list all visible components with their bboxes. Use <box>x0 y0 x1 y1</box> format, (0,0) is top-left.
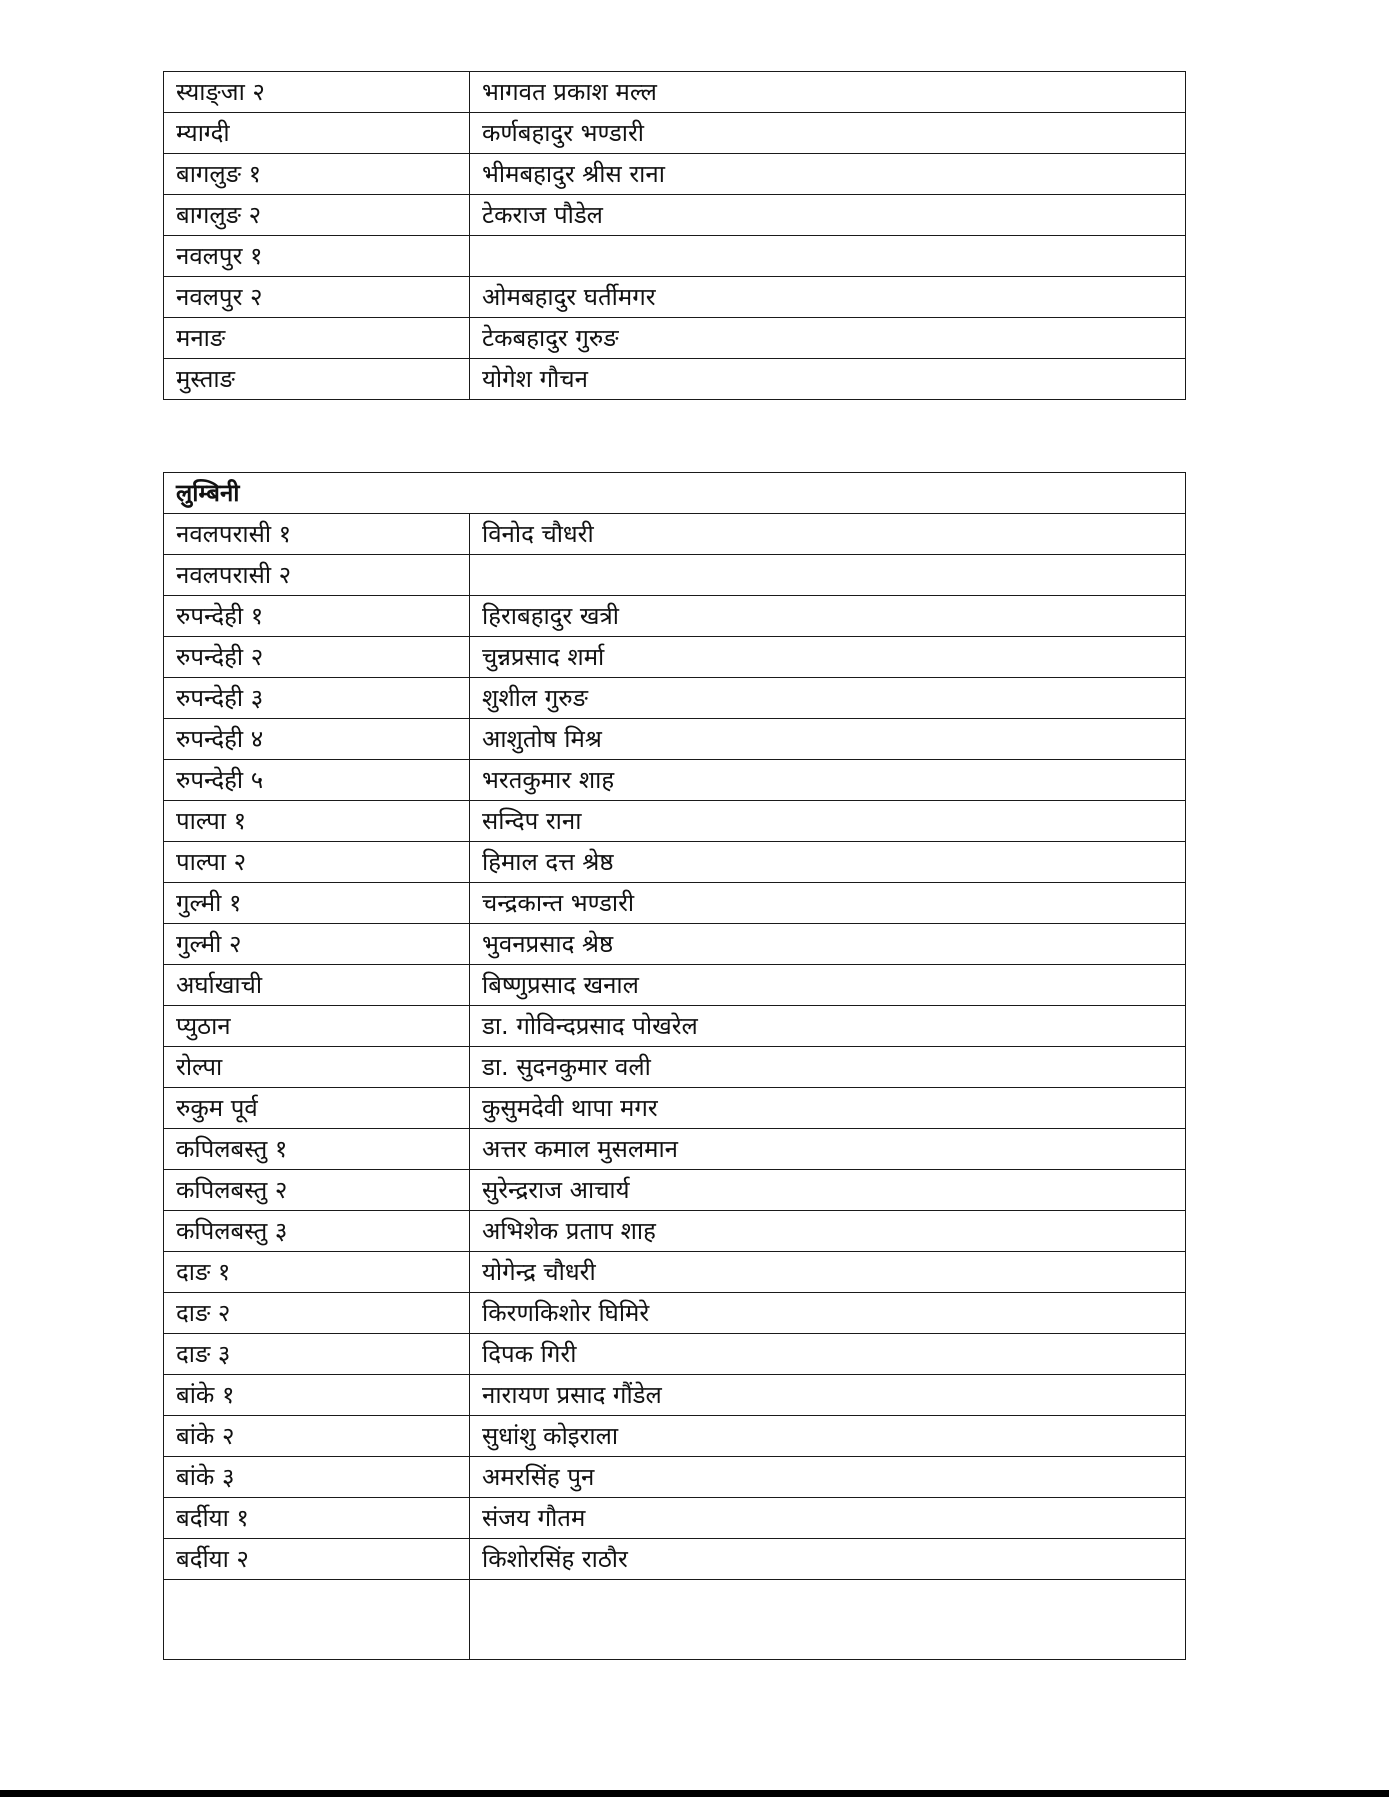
constituency-cell: बर्दीया २ <box>164 1539 470 1580</box>
constituency-cell <box>164 1580 470 1660</box>
candidate-table-lumbini-body <box>164 473 1186 1660</box>
constituency-cell: नवलपरासी १ <box>164 514 470 555</box>
table-row <box>164 514 1186 555</box>
constituency-cell: बांके १ <box>164 1375 470 1416</box>
table-row-blank <box>164 1580 1186 1660</box>
candidate-name-cell: बिष्णुप्रसाद खनाल <box>470 965 1186 1006</box>
constituency-cell: रुपन्देही ५ <box>164 760 470 801</box>
constituency-cell: बांके ३ <box>164 1457 470 1498</box>
candidate-name-cell: हिराबहादुर खत्री <box>470 596 1186 637</box>
table-row <box>164 719 1186 760</box>
table-row <box>164 555 1186 596</box>
candidate-name-cell: कर्णबहादुर भण्डारी <box>470 113 1186 154</box>
candidate-name-cell: संजय गौतम <box>470 1498 1186 1539</box>
constituency-cell: रुकुम पूर्व <box>164 1088 470 1129</box>
candidate-name-cell: योगेन्द्र चौधरी <box>470 1252 1186 1293</box>
province-header-row <box>164 473 1186 514</box>
table-row <box>164 1129 1186 1170</box>
candidate-name-cell: टेकबहादुर गुरुङ <box>470 318 1186 359</box>
candidate-name-cell: सन्दिप राना <box>470 801 1186 842</box>
constituency-cell: रुपन्देही २ <box>164 637 470 678</box>
candidate-name-cell: अत्तर कमाल मुसलमान <box>470 1129 1186 1170</box>
table-row <box>164 1375 1186 1416</box>
table-row <box>164 1252 1186 1293</box>
constituency-cell: पाल्पा १ <box>164 801 470 842</box>
table-row <box>164 154 1186 195</box>
candidate-name-cell: भरतकुमार शाह <box>470 760 1186 801</box>
constituency-cell: गुल्मी १ <box>164 883 470 924</box>
candidate-table-lumbini <box>163 472 1186 1660</box>
candidate-name-cell <box>470 1580 1186 1660</box>
table-row <box>164 842 1186 883</box>
candidate-name-cell: योगेश गौचन <box>470 359 1186 400</box>
candidate-name-cell: नारायण प्रसाद गौंडेल <box>470 1375 1186 1416</box>
candidate-name-cell: अभिशेक प्रताप शाह <box>470 1211 1186 1252</box>
candidate-name-cell: चन्द्रकान्त भण्डारी <box>470 883 1186 924</box>
constituency-cell: नवलपुर १ <box>164 236 470 277</box>
table-row <box>164 318 1186 359</box>
candidate-name-cell: आशुतोष मिश्र <box>470 719 1186 760</box>
constituency-cell: कपिलबस्तु १ <box>164 1129 470 1170</box>
table-row <box>164 1047 1186 1088</box>
constituency-cell: गुल्मी २ <box>164 924 470 965</box>
page-bottom-rule <box>0 1790 1389 1797</box>
candidate-name-cell: चुन्नप्रसाद शर्मा <box>470 637 1186 678</box>
table-row <box>164 965 1186 1006</box>
candidate-name-cell: सुधांशु कोइराला <box>470 1416 1186 1457</box>
candidate-name-cell: ओमबहादुर घर्तीमगर <box>470 277 1186 318</box>
constituency-cell: दाङ ३ <box>164 1334 470 1375</box>
table-row <box>164 637 1186 678</box>
table-row <box>164 1498 1186 1539</box>
table-row <box>164 1088 1186 1129</box>
candidate-name-cell: विनोद चौधरी <box>470 514 1186 555</box>
constituency-cell: अर्घाखाची <box>164 965 470 1006</box>
candidate-name-cell: डा. सुदनकुमार वली <box>470 1047 1186 1088</box>
candidate-name-cell: डा. गोविन्दप्रसाद पोखरेल <box>470 1006 1186 1047</box>
constituency-cell: नवलपुर २ <box>164 277 470 318</box>
table-row <box>164 883 1186 924</box>
candidate-name-cell: शुशील गुरुङ <box>470 678 1186 719</box>
candidate-name-cell: किरणकिशोर घिमिरे <box>470 1293 1186 1334</box>
constituency-cell: प्युठान <box>164 1006 470 1047</box>
table-row <box>164 1416 1186 1457</box>
candidate-table-top <box>163 71 1186 400</box>
table-row <box>164 1211 1186 1252</box>
constituency-cell: दाङ १ <box>164 1252 470 1293</box>
constituency-cell: म्याग्दी <box>164 113 470 154</box>
table-row <box>164 801 1186 842</box>
candidate-table-top-body <box>164 72 1186 400</box>
constituency-cell: रुपन्देही ३ <box>164 678 470 719</box>
constituency-cell: बांके २ <box>164 1416 470 1457</box>
constituency-cell: दाङ २ <box>164 1293 470 1334</box>
constituency-cell: बागलुङ २ <box>164 195 470 236</box>
table-row <box>164 236 1186 277</box>
constituency-cell: मनाङ <box>164 318 470 359</box>
table-row <box>164 596 1186 637</box>
table-row <box>164 924 1186 965</box>
candidate-name-cell: भीमबहादुर श्रीस राना <box>470 154 1186 195</box>
constituency-cell: रुपन्देही ४ <box>164 719 470 760</box>
table-row <box>164 1539 1186 1580</box>
table-row <box>164 277 1186 318</box>
constituency-cell: रोल्पा <box>164 1047 470 1088</box>
table-row <box>164 1006 1186 1047</box>
constituency-cell: स्याङ्जा २ <box>164 72 470 113</box>
constituency-cell: बागलुङ १ <box>164 154 470 195</box>
candidate-name-cell: हिमाल दत्त श्रेष्ठ <box>470 842 1186 883</box>
candidate-name-cell: अमरसिंह पुन <box>470 1457 1186 1498</box>
candidate-name-cell: दिपक गिरी <box>470 1334 1186 1375</box>
table-row <box>164 72 1186 113</box>
candidate-name-cell: किशोरसिंह राठौर <box>470 1539 1186 1580</box>
constituency-cell: कपिलबस्तु २ <box>164 1170 470 1211</box>
candidate-name-cell: भागवत प्रकाश मल्ल <box>470 72 1186 113</box>
table-row <box>164 113 1186 154</box>
constituency-cell: बर्दीया १ <box>164 1498 470 1539</box>
constituency-cell: मुस्ताङ <box>164 359 470 400</box>
constituency-cell: रुपन्देही १ <box>164 596 470 637</box>
candidate-name-cell <box>470 236 1186 277</box>
candidate-name-cell <box>470 555 1186 596</box>
table-row <box>164 1293 1186 1334</box>
table-row <box>164 678 1186 719</box>
province-header: लुम्बिनी <box>164 473 1186 514</box>
candidate-name-cell: सुरेन्द्रराज आचार्य <box>470 1170 1186 1211</box>
table-row <box>164 359 1186 400</box>
table-row <box>164 1170 1186 1211</box>
constituency-cell: कपिलबस्तु ३ <box>164 1211 470 1252</box>
candidate-name-cell: टेकराज पौडेल <box>470 195 1186 236</box>
constituency-cell: पाल्पा २ <box>164 842 470 883</box>
constituency-cell: नवलपरासी २ <box>164 555 470 596</box>
candidate-name-cell: कुसुमदेवी थापा मगर <box>470 1088 1186 1129</box>
table-row <box>164 760 1186 801</box>
table-row <box>164 195 1186 236</box>
candidate-name-cell: भुवनप्रसाद श्रेष्ठ <box>470 924 1186 965</box>
table-row <box>164 1334 1186 1375</box>
table-row <box>164 1457 1186 1498</box>
